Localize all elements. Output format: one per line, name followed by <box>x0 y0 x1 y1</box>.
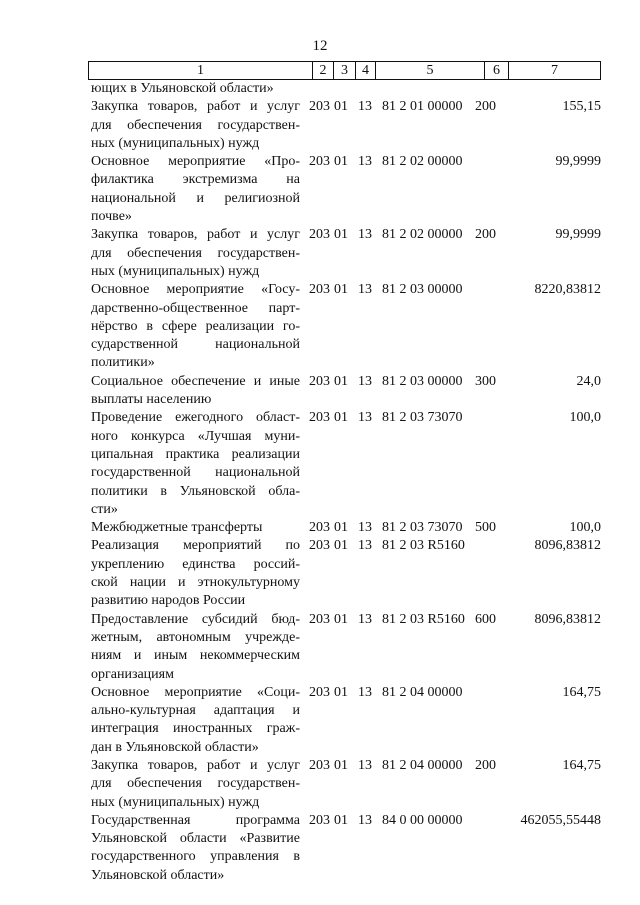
table-row <box>0 153 640 226</box>
description-line: ципальная практика реализации <box>91 446 300 462</box>
description-line: нёрство в сфере реализации го- <box>91 318 300 334</box>
table-row <box>0 684 640 757</box>
target-article-code: 81 2 03 00000 <box>382 373 463 389</box>
description-line: ных (муниципальных) нужд <box>91 794 260 810</box>
target-article-code: 81 2 02 00000 <box>382 154 463 170</box>
description-line: дарственно-общественное парт- <box>91 300 300 316</box>
ministry-code: 203 <box>309 154 330 170</box>
row-description <box>91 757 300 812</box>
amount: 99,9999 <box>555 227 601 243</box>
description-line: ных (муниципальных) нужд <box>91 263 260 279</box>
section-code: 01 <box>334 684 348 700</box>
section-code: 01 <box>334 611 348 627</box>
expense-type-code <box>475 812 507 885</box>
table-row <box>0 80 640 98</box>
subsection-code: 13 <box>358 520 372 536</box>
description-line: Ульяновской области «Развитие <box>91 831 300 847</box>
expense-type-code: 200 <box>475 227 496 243</box>
description-line: государственного управления в <box>91 849 300 865</box>
row-codes <box>300 80 607 98</box>
description-line: Государственная программа <box>91 812 300 828</box>
section-code: 01 <box>334 373 348 389</box>
description-line: Ульяновской области» <box>91 867 225 883</box>
description-line: государственной национальной <box>91 465 300 481</box>
description-line: политики» <box>91 355 155 371</box>
section-code: 01 <box>334 227 348 243</box>
description-line: Социальное обеспечение и иные <box>91 373 300 389</box>
ministry-code: 203 <box>309 99 330 115</box>
expense-type-code: 600 <box>475 611 496 627</box>
column-1-header: 1 <box>89 62 313 79</box>
subsection-code: 13 <box>358 227 372 243</box>
row-codes <box>300 98 607 153</box>
column-7-header: 7 <box>551 63 558 78</box>
description-line: Реализация мероприятий по <box>91 538 300 554</box>
description-line: филактика экстремизма на <box>91 172 300 188</box>
subsection-code: 13 <box>358 373 372 389</box>
target-article-code: 81 2 03 R5160 <box>382 611 465 627</box>
subsection-code: 13 <box>358 684 372 700</box>
description-line: Предоставление субсидий бюд- <box>91 611 300 627</box>
table-row <box>0 281 640 372</box>
subsection-code: 13 <box>358 282 372 298</box>
target-article-code: 81 2 04 00000 <box>382 684 463 700</box>
column-2-header: 2 <box>313 62 334 79</box>
section-code: 01 <box>334 520 348 536</box>
table-row <box>0 757 640 812</box>
section-code: 01 <box>334 757 348 773</box>
description-line: Закупка товаров, работ и услуг <box>91 99 300 115</box>
target-article-code: 81 2 01 00000 <box>382 99 463 115</box>
subsection-code: 13 <box>358 538 372 554</box>
row-description <box>91 373 300 410</box>
description-line: сударственной национальной <box>91 337 300 353</box>
description-line: Основное мероприятие «Госу- <box>91 282 300 298</box>
amount: 155,15 <box>562 99 601 115</box>
description-line: ющих в Ульяновской области» <box>91 81 274 96</box>
subsection-code: 13 <box>358 410 372 426</box>
table-row <box>0 409 640 519</box>
row-codes <box>300 684 607 757</box>
ministry-code: 203 <box>309 812 330 828</box>
ministry-code: 203 <box>309 410 330 426</box>
ministry-code: 203 <box>309 538 330 554</box>
row-description <box>91 281 300 372</box>
ministry-code: 203 <box>309 757 330 773</box>
section-code: 01 <box>334 538 348 554</box>
description-line: для обеспечения государствен- <box>91 117 300 133</box>
description-line: дан в Ульяновской области» <box>91 739 259 755</box>
section-code: 01 <box>334 410 348 426</box>
amount: 8220,83812 <box>534 282 601 298</box>
row-codes <box>300 519 607 537</box>
section-code <box>334 80 358 98</box>
description-line: Проведение ежегодного област- <box>91 410 300 426</box>
ministry-code: 203 <box>309 282 330 298</box>
column-5-header: 5 <box>376 62 485 79</box>
amount: 164,75 <box>562 684 601 700</box>
description-line: сти» <box>91 501 118 517</box>
row-description <box>91 537 300 610</box>
amount: 8096,83812 <box>534 538 601 554</box>
description-line: ных (муниципальных) нужд <box>91 135 260 151</box>
description-line: Основное мероприятие «Соци- <box>91 684 300 700</box>
description-line: укреплению единства россий- <box>91 556 300 572</box>
subsection-code: 13 <box>358 812 372 828</box>
table-body <box>0 80 640 885</box>
section-code: 01 <box>334 154 348 170</box>
row-codes <box>300 281 607 372</box>
description-line: ниям и иным некоммерческим <box>91 648 300 664</box>
row-codes <box>300 409 607 519</box>
description-line: для обеспечения государствен- <box>91 245 300 261</box>
target-article-code: 81 2 03 73070 <box>382 520 463 536</box>
description-line: Закупка товаров, работ и услуг <box>91 227 300 243</box>
table-row <box>0 519 640 537</box>
description-line: ально-культурная адаптация и <box>91 703 300 719</box>
subsection-code <box>358 80 382 98</box>
row-codes <box>300 757 607 812</box>
expense-type-code <box>475 409 507 519</box>
column-3-header: 3 <box>334 62 356 79</box>
target-article-code: 84 0 00 00000 <box>382 812 463 828</box>
table-row <box>0 812 640 885</box>
description-line: Закупка товаров, работ и услуг <box>91 757 300 773</box>
ministry-code: 203 <box>309 611 330 627</box>
row-codes <box>300 226 607 281</box>
description-line: Основное мероприятие «Про- <box>91 154 300 170</box>
expense-type-code <box>475 684 507 757</box>
expense-type-code: 500 <box>475 520 496 536</box>
row-description <box>91 684 300 757</box>
row-codes <box>300 537 607 610</box>
subsection-code: 13 <box>358 611 372 627</box>
ministry-code: 203 <box>309 227 330 243</box>
target-article-code: 81 2 03 R5160 <box>382 538 465 554</box>
row-description <box>91 812 300 885</box>
subsection-code: 13 <box>358 757 372 773</box>
ministry-code: 203 <box>309 520 330 536</box>
target-article-code <box>382 80 475 98</box>
column-4-header: 4 <box>356 62 376 79</box>
subsection-code: 13 <box>358 154 372 170</box>
section-code: 01 <box>334 99 348 115</box>
amount: 99,9999 <box>555 154 601 170</box>
expense-type-code: 300 <box>475 373 496 389</box>
description-line: организациям <box>91 666 174 682</box>
expense-type-code <box>475 153 507 226</box>
description-line: выплаты населению <box>91 392 212 408</box>
row-codes <box>300 611 607 684</box>
amount: 100,0 <box>569 410 601 426</box>
table-row <box>0 226 640 281</box>
row-description <box>91 409 300 519</box>
expense-type-code <box>475 80 507 98</box>
row-codes <box>300 812 607 885</box>
description-line: ской нации и этнокультурному <box>91 575 300 591</box>
table-row <box>0 537 640 610</box>
row-description <box>91 98 300 153</box>
description-line: Межбюджетные трансферты <box>91 520 263 536</box>
ministry-code <box>300 80 334 98</box>
target-article-code: 81 2 02 00000 <box>382 227 463 243</box>
amount: 100,0 <box>569 520 601 536</box>
description-line: политики в Ульяновской обла- <box>91 483 300 499</box>
subsection-code: 13 <box>358 99 372 115</box>
expense-type-code <box>475 281 507 372</box>
row-description <box>91 611 300 684</box>
row-codes <box>300 153 607 226</box>
amount: 8096,83812 <box>534 611 601 627</box>
row-description <box>91 153 300 226</box>
description-line: почве» <box>91 209 132 225</box>
description-line: интеграция иностранных граж- <box>91 721 300 737</box>
amount: 164,75 <box>562 757 601 773</box>
expense-type-code <box>475 537 507 610</box>
row-description <box>91 519 300 537</box>
table-row <box>0 98 640 153</box>
page-number: 12 <box>312 38 328 54</box>
row-codes <box>300 373 607 410</box>
table-row <box>0 373 640 410</box>
target-article-code: 81 2 03 73070 <box>382 410 463 426</box>
description-line: национальной и религиозной <box>91 190 300 206</box>
ministry-code: 203 <box>309 684 330 700</box>
description-line: развитию народов России <box>91 593 246 609</box>
section-code: 01 <box>334 282 348 298</box>
section-code: 01 <box>334 812 348 828</box>
description-line: ного конкурса «Лучшая муни- <box>91 428 300 444</box>
target-article-code: 81 2 03 00000 <box>382 282 463 298</box>
description-line: для обеспечения государствен- <box>91 776 300 792</box>
amount <box>507 80 607 98</box>
ministry-code: 203 <box>309 373 330 389</box>
description-line: жетным, автономным учрежде- <box>91 629 300 645</box>
target-article-code: 81 2 04 00000 <box>382 757 463 773</box>
column-6-header: 6 <box>485 62 509 79</box>
expense-type-code: 200 <box>475 99 496 115</box>
row-description <box>91 80 300 98</box>
amount: 24,0 <box>576 373 601 389</box>
expense-type-code: 200 <box>475 757 496 773</box>
table-column-header <box>88 61 601 80</box>
amount: 462055,55448 <box>520 812 601 828</box>
table-row <box>0 611 640 684</box>
row-description <box>91 226 300 281</box>
